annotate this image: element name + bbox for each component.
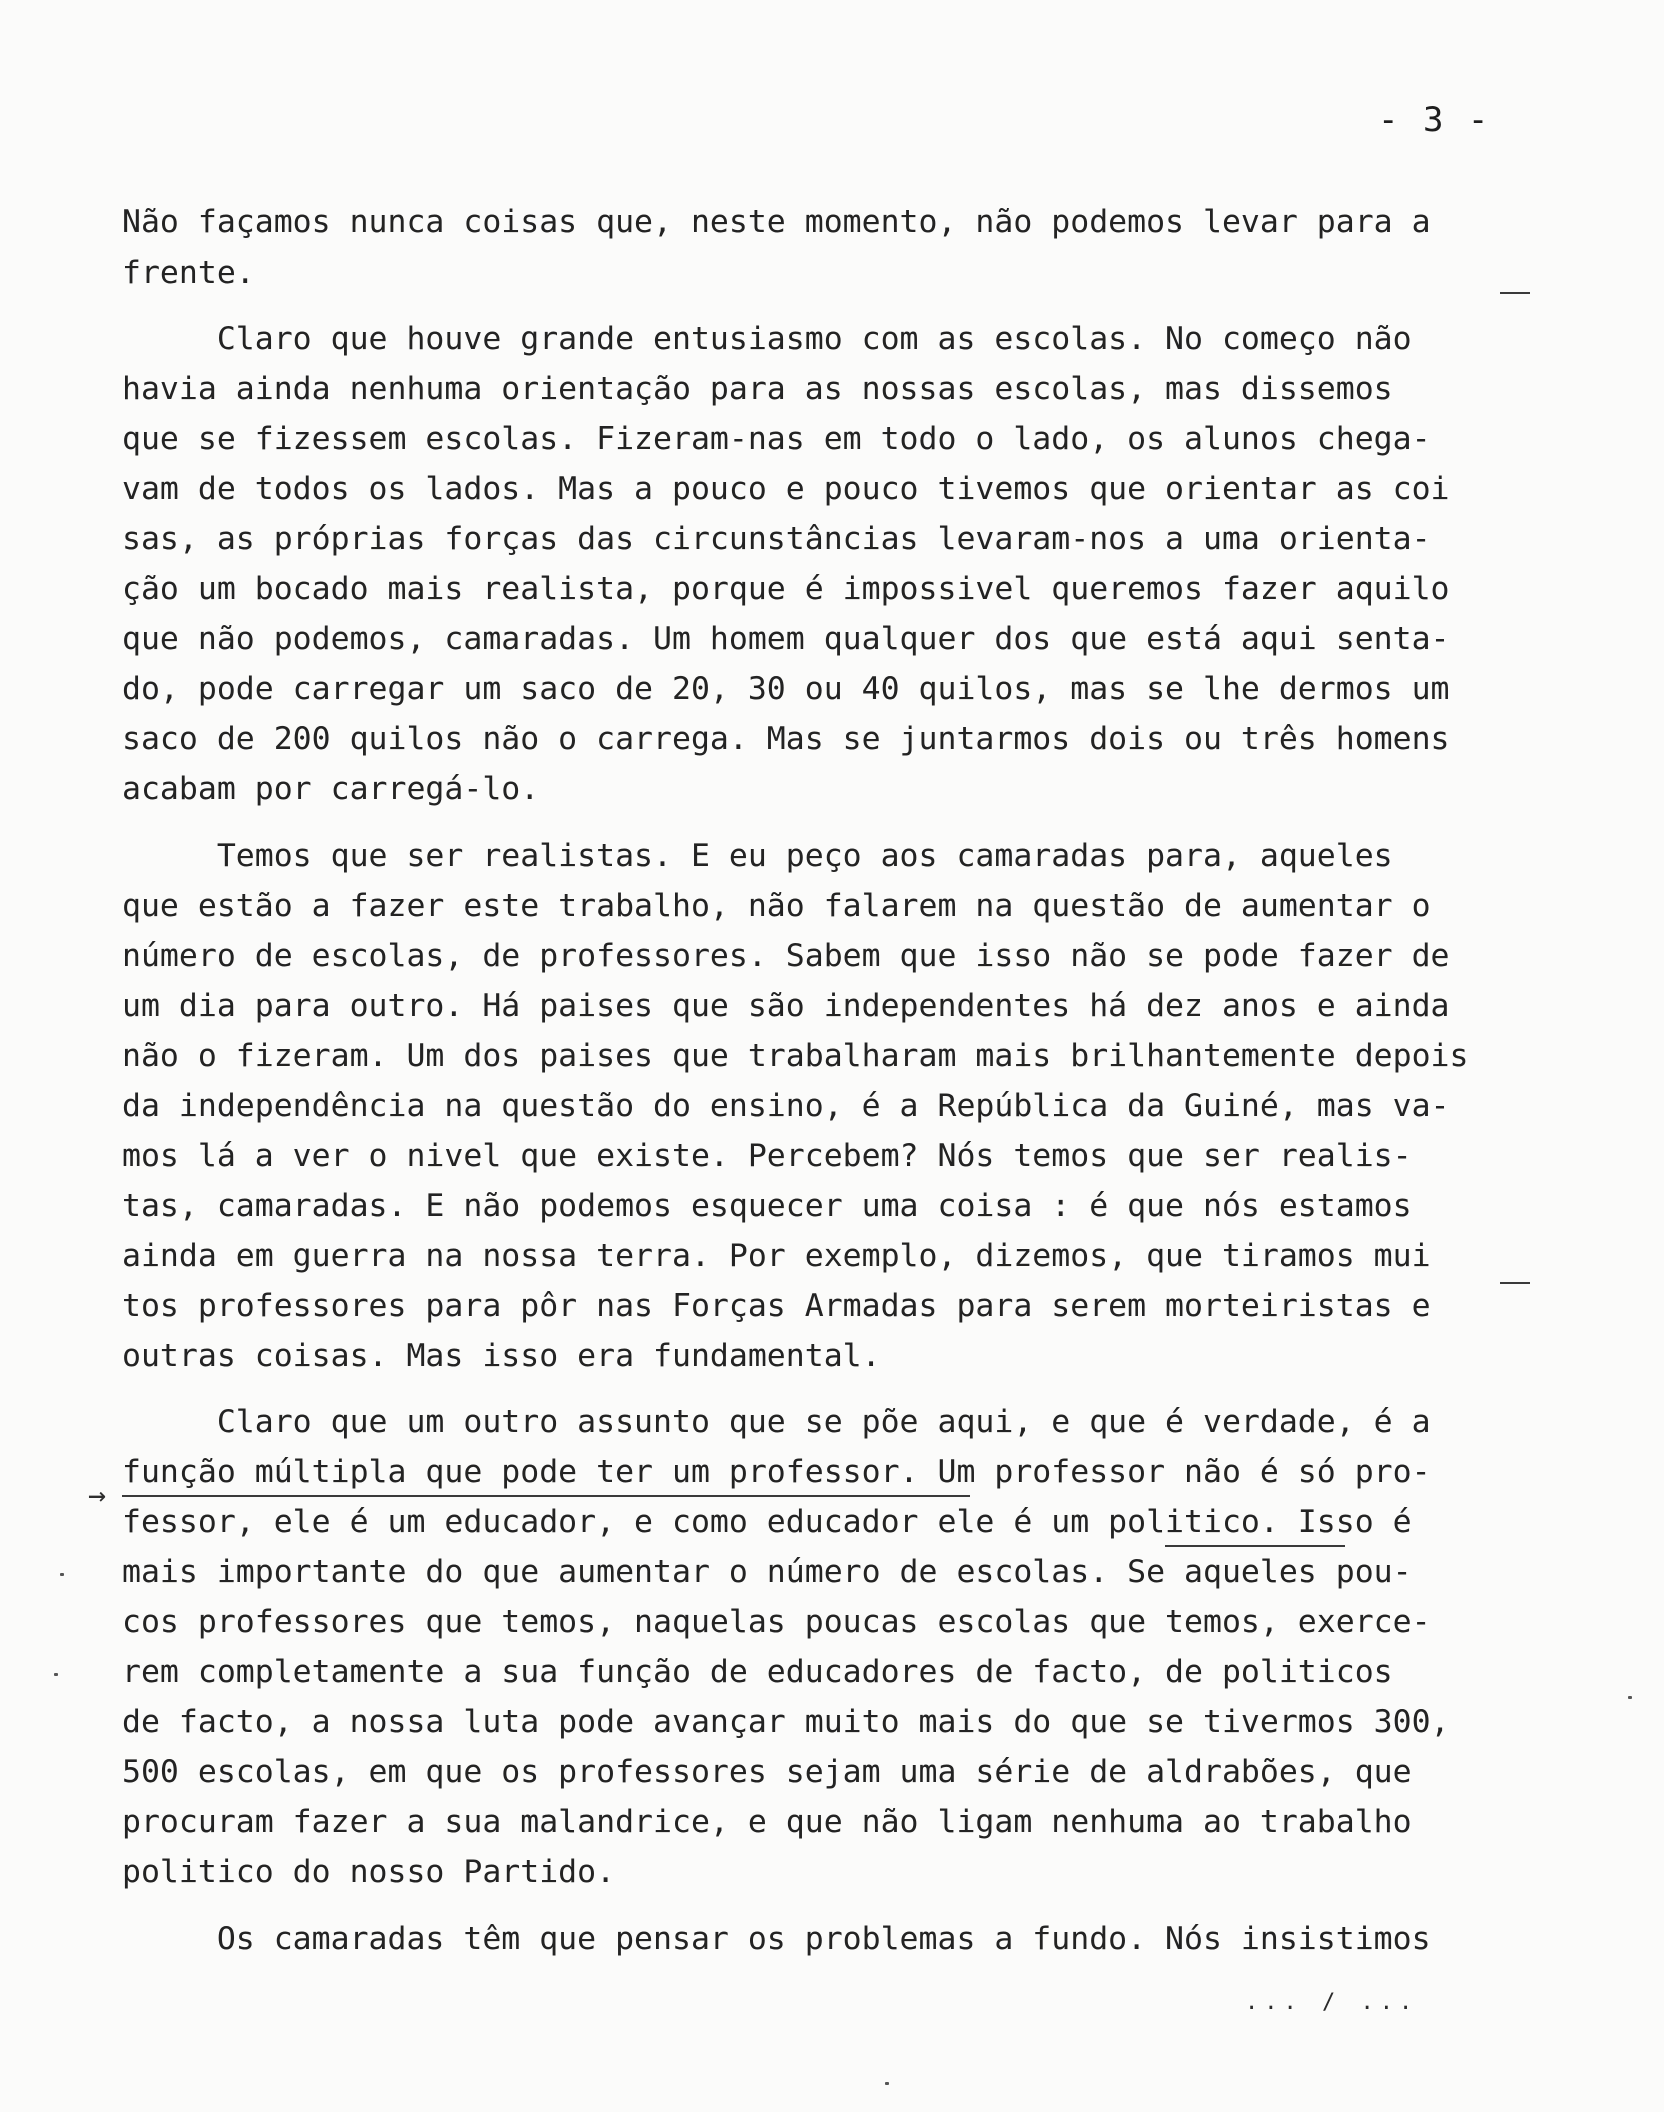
text-line: Os camaradas têm que pensar os problemas a fundo. Nós insistimos (122, 1921, 1431, 1957)
handwritten-underline (1165, 1545, 1345, 1547)
text-line: da independência na questão do ensino, é a República da Guiné, mas va- (122, 1088, 1450, 1124)
text-line: que estão a fazer este trabalho, não falarem na questão de aumentar o (122, 888, 1431, 924)
text-line: procuram fazer a sua malandrice, e que não ligam nenhuma ao trabalho (122, 1804, 1412, 1840)
margin-arrow-mark: → (88, 1478, 107, 1513)
text-line: tos professores para pôr nas Forças Armadas para serem morteiristas e (122, 1288, 1431, 1324)
text-line: ainda em guerra na nossa terra. Por exemplo, dizemos, que tiramos mui (122, 1238, 1431, 1274)
text-line: função múltipla que pode ter um professor. Um professor não é só pro- (122, 1454, 1431, 1490)
continuation-mark: ... / ... (1245, 1990, 1419, 2015)
scan-speck (60, 1573, 64, 1576)
text-line: de facto, a nossa luta pode avançar muito mais do que se tivermos 300, (122, 1704, 1450, 1740)
text-line: Claro que houve grande entusiasmo com as escolas. No começo não (122, 321, 1412, 357)
scan-speck (885, 2082, 889, 2085)
text-line: não o fizeram. Um dos paises que trabalharam mais brilhantemente depois (122, 1038, 1469, 1074)
text-line: fessor, ele é um educador, e como educador ele é um politico. Isso é (122, 1504, 1412, 1540)
handwritten-underline (122, 1495, 970, 1497)
text-line: politico do nosso Partido. (122, 1854, 616, 1890)
text-line: ção um bocado mais realista, porque é impossivel queremos fazer aquilo (122, 571, 1450, 607)
text-line: Não façamos nunca coisas que, neste momento, não podemos levar para a (122, 204, 1431, 240)
text-line: saco de 200 quilos não o carrega. Mas se juntarmos dois ou três homens (122, 721, 1450, 757)
text-line: do, pode carregar um saco de 20, 30 ou 40 quilos, mas se lhe dermos um (122, 671, 1450, 707)
text-line: Claro que um outro assunto que se põe aqui, e que é verdade, é a (122, 1404, 1431, 1440)
text-line: sas, as próprias forças das circunstâncias levaram-nos a uma orienta- (122, 521, 1431, 557)
scan-speck (1628, 1696, 1632, 1699)
text-line: havia ainda nenhuma orientação para as nossas escolas, mas dissemos (122, 371, 1393, 407)
text-line: 500 escolas, em que os professores sejam uma série de aldrabões, que (122, 1754, 1412, 1790)
text-line: Temos que ser realistas. E eu peço aos camaradas para, aqueles (122, 838, 1393, 874)
text-line: mos lá a ver o nivel que existe. Percebem? Nós temos que ser realis- (122, 1138, 1412, 1174)
text-line: tas, camaradas. E não podemos esquecer uma coisa : é que nós estamos (122, 1188, 1412, 1224)
text-line: mais importante do que aumentar o número de escolas. Se aqueles pou- (122, 1554, 1412, 1590)
text-line: frente. (122, 255, 255, 291)
text-line: número de escolas, de professores. Sabem que isso não se pode fazer de (122, 938, 1450, 974)
text-line: rem completamente a sua função de educadores de facto, de politicos (122, 1654, 1393, 1690)
text-line: um dia para outro. Há paises que são independentes há dez anos e ainda (122, 988, 1450, 1024)
text-line: vam de todos os lados. Mas a pouco e pouco tivemos que orientar as coi (122, 471, 1450, 507)
handwritten-underline (1500, 292, 1530, 294)
handwritten-underline (1500, 1282, 1530, 1284)
page-number: - 3 - (1378, 100, 1491, 140)
text-line: outras coisas. Mas isso era fundamental. (122, 1338, 881, 1374)
scan-speck (54, 1673, 58, 1676)
text-line: acabam por carregá-lo. (122, 771, 540, 807)
text-line: que se fizessem escolas. Fizeram-nas em todo o lado, os alunos chega- (122, 421, 1431, 457)
text-line: que não podemos, camaradas. Um homem qualquer dos que está aqui senta- (122, 621, 1450, 657)
text-line: cos professores que temos, naquelas poucas escolas que temos, exerce- (122, 1604, 1431, 1640)
